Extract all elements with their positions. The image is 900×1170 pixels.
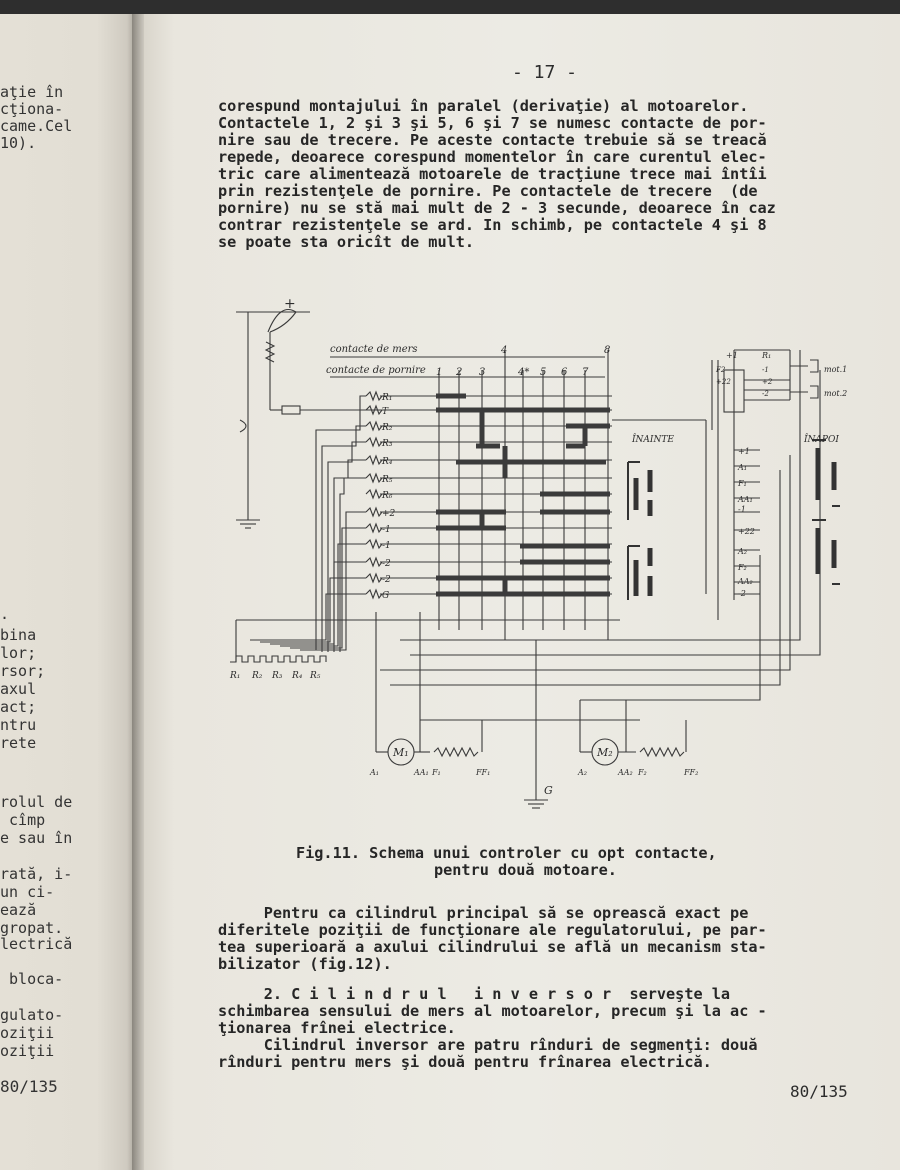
- switch-label: +1: [726, 351, 738, 360]
- left-page-line: gulato-: [0, 1006, 64, 1024]
- text-line: tric care alimentează motoarele de tracţiune trece mai întîi: [218, 165, 767, 183]
- left-page-line: 10).: [0, 134, 37, 152]
- left-page-line: rată, i-: [0, 865, 73, 883]
- pornire-number: 3: [479, 367, 486, 378]
- switch-label: +22: [716, 378, 731, 386]
- text-line: bilizator (fig.12).: [218, 955, 392, 973]
- ground-label: G: [544, 784, 553, 797]
- label-mot2: mot.2: [824, 389, 848, 398]
- terminal-label: +22: [738, 527, 755, 536]
- left-page-line: bina: [0, 626, 37, 644]
- left-page-line: .: [0, 605, 10, 623]
- text-line: repede, deoarece corespund momentelor în care curentul elec-: [218, 148, 767, 166]
- pornire-number: 7: [582, 367, 589, 378]
- switch-label: F2: [716, 366, 726, 374]
- label-inapoi: ÎNAPOI: [804, 435, 839, 445]
- left-page-line: axul: [0, 680, 37, 698]
- terminal-label: F₂: [738, 563, 747, 572]
- motor-terminal-label: F₁: [432, 768, 441, 777]
- left-page-line: oziţii: [0, 1024, 55, 1042]
- pornire-number: 4*: [518, 367, 530, 378]
- row-label: R₆: [382, 491, 393, 501]
- left-page-line: act;: [0, 698, 37, 716]
- text-line: prin rezistenţele de pornire. Pe contactele de trecere (de: [218, 182, 758, 200]
- resistor-label: R₂: [252, 671, 263, 681]
- text-line: pornire) nu se stă mai mult de 2 - 3 secunde, deoarece în caz: [218, 199, 776, 217]
- terminal-label: A₁: [738, 463, 747, 472]
- left-page-line: rsor;: [0, 662, 46, 680]
- left-page-line: lor;: [0, 644, 37, 662]
- label-mot1: mot.1: [824, 365, 848, 374]
- motor-terminal-label: A₂: [578, 768, 587, 777]
- pornire-number: 5: [540, 367, 547, 378]
- row-label: -1: [382, 541, 391, 551]
- motor-2-label: M₂: [597, 746, 613, 759]
- mers-number-8: 8: [604, 345, 611, 356]
- row-label: R₅: [382, 475, 393, 485]
- caption-line: pentru două motoare.: [434, 861, 617, 879]
- terminal-label: A₂: [738, 547, 747, 556]
- terminal-label: AA₁: [738, 495, 753, 504]
- switch-label: R₁: [762, 351, 772, 360]
- text-line: Cilindrul inversor are patru rînduri de segmenţi: două: [218, 1036, 758, 1054]
- left-page-line: came.Cel: [0, 117, 73, 135]
- text-line: ţionarea frînei electrice.: [218, 1019, 456, 1037]
- left-page-line: un ci-: [0, 883, 55, 901]
- terminal-label: -1: [738, 505, 746, 514]
- text-line: corespund montajului în paralel (derivaţie) al motoarelor.: [218, 97, 749, 115]
- pornire-number: 2: [456, 367, 463, 378]
- switch-label: +2: [762, 378, 773, 386]
- supply-plus: +: [284, 296, 296, 312]
- motor-terminal-label: A₁: [370, 768, 379, 777]
- row-label: R₁: [382, 393, 393, 403]
- page-number: - 17 -: [512, 62, 578, 83]
- resistor-label: R₄: [292, 671, 303, 681]
- text-line: Pentru ca cilindrul principal să se oprească exact pe: [218, 904, 749, 922]
- left-page-line: aţie în: [0, 83, 64, 101]
- pornire-number: 1: [436, 367, 443, 378]
- label-inainte: ÎNAINTE: [632, 435, 674, 445]
- motor-terminal-label: FF₂: [684, 768, 699, 777]
- left-page-line: oziţii: [0, 1042, 55, 1060]
- text-line: rînduri pentru mers şi două pentru frînarea electrică.: [218, 1053, 712, 1071]
- left-page-line: ntru: [0, 716, 37, 734]
- row-label: G: [382, 591, 390, 601]
- terminal-label: F₁: [738, 479, 747, 488]
- row-label: -1: [382, 525, 391, 535]
- row-label: -2: [382, 559, 391, 569]
- row-label: R₄: [382, 457, 393, 467]
- row-label: -2: [382, 575, 391, 585]
- switch-label: -2: [762, 390, 769, 398]
- text-line: contrar rezistenţele se ard. In schimb, pe contactele 4 şi 8: [218, 216, 767, 234]
- row-label: T: [382, 407, 389, 417]
- left-page-line: e sau în: [0, 829, 73, 847]
- text-line: tea superioară a axului cilindrului se află un mecanism sta-: [218, 938, 767, 956]
- resistor-label: R₁: [230, 671, 241, 681]
- left-page-line: cţiona-: [0, 100, 64, 118]
- left-page-line: rolul de: [0, 793, 73, 811]
- mers-number-4: 4: [501, 345, 508, 356]
- text-line: schimbarea sensului de mers al motoarelor, precum şi la ac -: [218, 1002, 767, 1020]
- resistor-label: R₃: [272, 671, 283, 681]
- motor-terminal-label: FF₁: [476, 768, 491, 777]
- left-page-line: gropat.: [0, 919, 64, 937]
- left-page-number: 80/135: [0, 1077, 58, 1096]
- motor-terminal-label: AA₁: [414, 768, 429, 777]
- text-line: 2. C i l i n d r u l i n v e r s o r serveşte la: [218, 985, 731, 1003]
- footer-page-number: 80/135: [790, 1082, 848, 1101]
- terminal-label: +1: [738, 447, 750, 456]
- left-page-line: ează: [0, 901, 37, 919]
- caption-line: Fig.11. Schema unui controler cu opt contacte,: [296, 844, 717, 862]
- text-line: se poate sta oricît de mult.: [218, 233, 475, 251]
- pornire-number: 6: [561, 367, 568, 378]
- terminal-label: AA₂: [738, 577, 753, 586]
- motor-1-label: M₁: [393, 746, 409, 759]
- row-label: R₂: [382, 423, 393, 433]
- label-contacte-pornire: contacte de pornire: [326, 365, 426, 376]
- text-line: nire sau de trecere. Pe aceste contacte trebuie să se treacă: [218, 131, 767, 149]
- motor-terminal-label: AA₂: [618, 768, 633, 777]
- switch-label: -1: [762, 366, 769, 374]
- left-page-line: rete: [0, 734, 37, 752]
- resistor-label: R₅: [310, 671, 321, 681]
- row-label: R₃: [382, 439, 393, 449]
- text-line: diferitele poziţii de funcţionare ale regulatorului, pe par-: [218, 921, 767, 939]
- text-line: Contactele 1, 2 şi 3 şi 5, 6 şi 7 se numesc contacte de por-: [218, 114, 767, 132]
- label-contacte-mers: contacte de mers: [330, 344, 418, 355]
- left-page-line: lectrică: [0, 935, 73, 953]
- motor-terminal-label: F₂: [638, 768, 647, 777]
- row-label: +2: [382, 509, 396, 519]
- left-page-line: bloca-: [0, 970, 64, 988]
- terminal-label: -2: [738, 589, 746, 598]
- left-page-line: cîmp: [0, 811, 46, 829]
